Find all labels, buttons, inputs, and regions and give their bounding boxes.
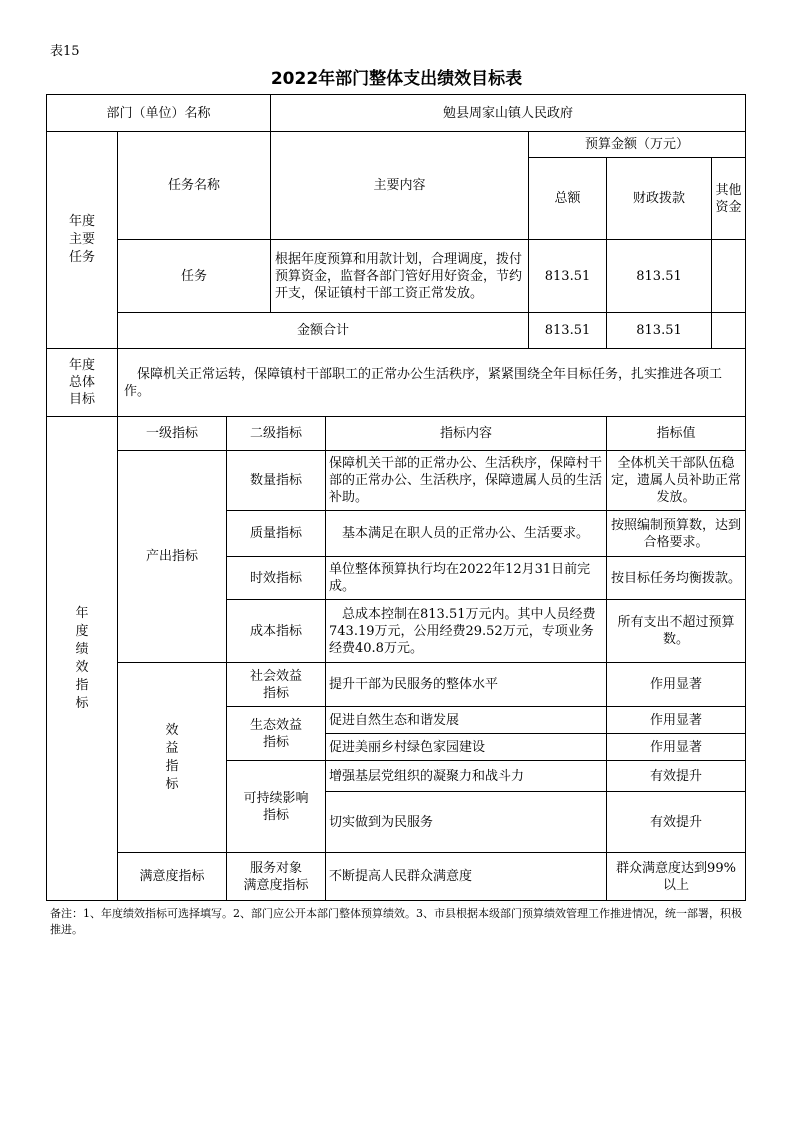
other-funds-header: 其他 资金 [715, 182, 742, 215]
indicator-level2: 数量指标 [249, 473, 302, 488]
total-header: 总额 [554, 191, 581, 206]
satisfaction-indicator-label: 满意度指标 [139, 869, 205, 884]
indicator-content: 切实做到为民服务 [329, 814, 434, 830]
output-indicator-label: 产出指标 [145, 549, 198, 564]
annual-goal-text: 保障机关正常运转，保障镇村干部职工的正常办公生活秩序，紧紧围绕全年目标任务，扎实推进各项工作。 [124, 366, 723, 399]
content-header: 指标内容 [439, 426, 492, 441]
indicator-content: 单位整体预算执行均在2022年12月31日前完成。 [329, 562, 591, 594]
indicator-content: 增强基层党组织的凝聚力和战斗力 [329, 768, 525, 784]
indicator-value: 作用显著 [649, 712, 702, 728]
indicator-level2: 社会效益 指标 [249, 668, 302, 701]
benefit-indicator-label: 效 益 指 标 [165, 722, 179, 792]
indicator-value: 有效提升 [649, 814, 702, 830]
sum-row-label: 金额合计 [296, 323, 349, 338]
value-header: 指标值 [656, 426, 696, 441]
indicator-level2: 生态效益 指标 [249, 717, 302, 750]
task-row-content: 根据年度预算和用款计划，合理调度，拨付预算资金，监督各部门管好用好资金，节约开支，保证镇村干部工资正常发放。 [275, 251, 523, 301]
indicator-level2: 可持续影响 指标 [243, 790, 309, 823]
indicator-level2: 成本指标 [249, 623, 302, 639]
task-row-other [712, 240, 745, 312]
indicator-content: 促进自然生态和谐发展 [329, 712, 460, 728]
indicator-content: 保障机关干部的正常办公、生活秩序，保障村干部的正常办公、生活秩序，保障遗属人员的生活补助。 [329, 456, 603, 505]
task-row-name: 任务 [180, 268, 207, 284]
main-content-header: 主要内容 [373, 178, 426, 193]
task-name-header: 任务名称 [167, 178, 220, 193]
table-label: 表15 [50, 44, 80, 59]
level2-header: 二级指标 [249, 426, 302, 441]
indicator-value: 有效提升 [649, 768, 702, 784]
indicator-value: 群众满意度达到99%以上 [616, 860, 736, 893]
indicator-value: 作用显著 [649, 739, 702, 755]
indicator-content: 基本满足在职人员的正常办公、生活要求。 [342, 526, 590, 541]
indicator-content: 提升干部为民服务的整体水平 [329, 677, 499, 692]
dept-label: 部门（单位）名称 [106, 105, 211, 121]
perf-indicator-label: 年 度 绩 效 指 标 [75, 605, 89, 711]
footnote: 备注：1、年度绩效指标可选择填写。2、部门应公开本部门整体预算绩效。3、市县根据本级部门预算绩效管理工作推进情况，统一部署，积极推进。 [50, 907, 742, 936]
sum-row-other [712, 313, 745, 348]
task-row-fiscal: 813.51 [636, 268, 682, 284]
indicator-value: 全体机关干部队伍稳定，遗属人员补助正常发放。 [610, 456, 741, 505]
annual-goal-label: 年度 总体 目标 [68, 358, 95, 407]
annual-task-label: 年度 主要 任务 [68, 214, 95, 265]
indicator-content: 总成本控制在813.51万元内。其中人员经费743.19万元，公用经费29.52万元，专项业务经费40.8万元。 [329, 606, 596, 656]
sum-row-fiscal: 813.51 [636, 323, 682, 338]
indicator-level2: 服务对象 满意度指标 [243, 860, 309, 893]
budget-amount-header: 预算金额（万元） [584, 137, 689, 152]
page-title: 2022年部门整体支出绩效目标表 [270, 69, 523, 89]
fiscal-header: 财政拨款 [632, 191, 685, 206]
sum-row-total: 813.51 [544, 323, 591, 338]
indicator-content: 促进美丽乡村绿色家园建设 [329, 739, 486, 755]
indicator-content: 不断提高人民群众满意度 [329, 869, 473, 884]
indicator-value: 按照编制预算数，达到合格要求。 [610, 517, 741, 550]
indicator-value: 所有支出不超过预算数。 [617, 615, 735, 647]
indicator-level2: 时效指标 [249, 570, 302, 586]
indicator-value: 作用显著 [649, 677, 702, 692]
dept-name: 勉县周家山镇人民政府 [442, 105, 573, 121]
level1-header: 一级指标 [145, 426, 198, 441]
indicator-value: 按目标任务均衡拨款。 [610, 570, 741, 586]
indicator-level2: 质量指标 [249, 526, 302, 541]
task-row-total: 813.51 [544, 268, 591, 284]
